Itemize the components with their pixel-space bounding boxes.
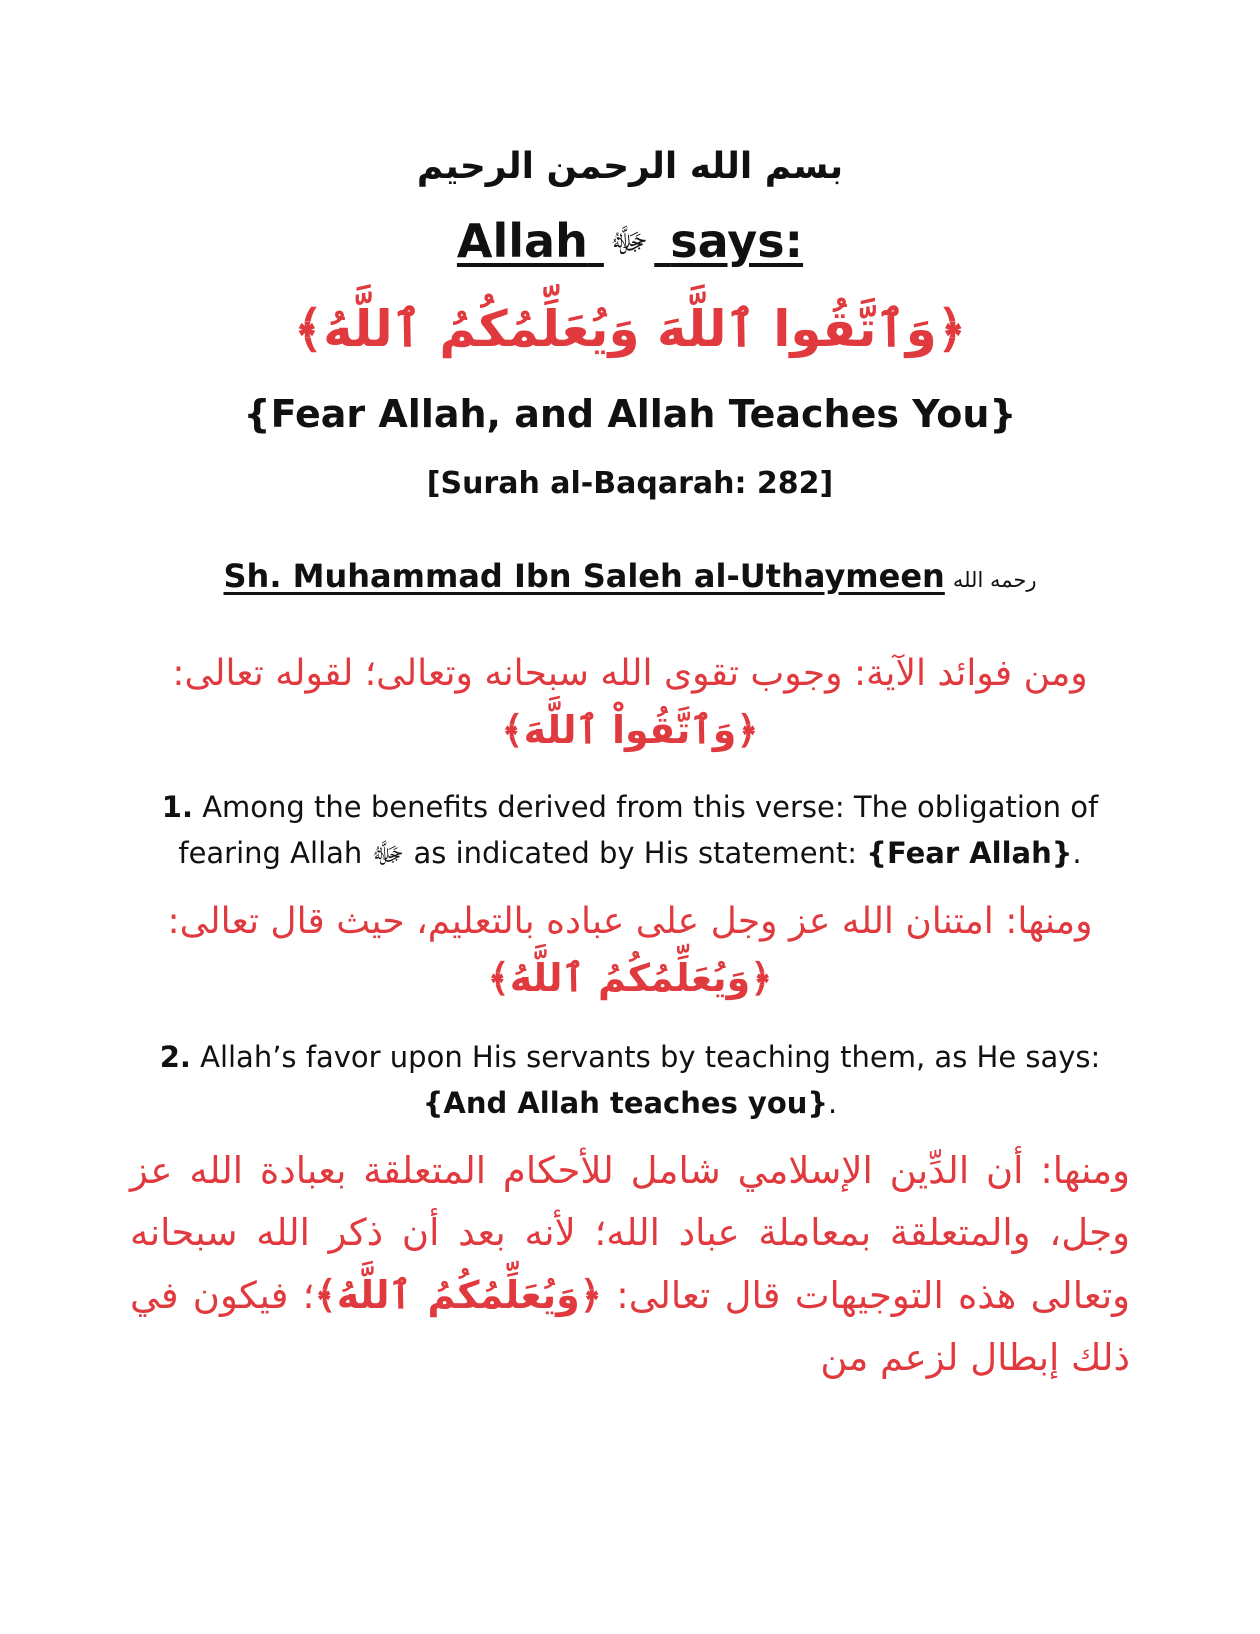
benefit-2-english: [150, 1034, 1110, 1126]
benefit-1-arabic-text: ومن فوائد الآية: وجوب تقوى الله سبحانه وتعالى؛ لقوله تعالى:: [172, 653, 1088, 694]
benefit-1-english-lead: Among the benefits derived from this verse: The obligation of fearing Allah ﷻ as indicated by His statement:: [178, 790, 1099, 870]
benefit-2-arabic-quote: ﴿وَيُعَلِّمُكُمُ ٱللَّهُ﴾: [487, 956, 773, 1000]
benefit-3-arabic-text: ومنها: أن الدِّين الإسلامي شامل للأحكام المتعلقة بعبادة الله عز وجل، والمتعلقة بمعاملة عباد الله؛ لأنه بعد أن ذكر الله سبحانه وتعالى هذه التوجيهات قال تعالى:: [130, 1149, 1130, 1317]
surah-reference: [Surah al-Baqarah: 282]: [426, 466, 834, 501]
benefit-2-english-quote: {And Allah teaches you}: [422, 1086, 829, 1120]
benefit-2-arabic-text: ومنها: امتنان الله عز وجل على عباده بالتعليم، حيث قال تعالى:: [167, 901, 1093, 942]
benefit-3-arabic-tail: ؛ فيكون في ذلك إبطال لزعم من: [130, 1274, 1130, 1379]
page-title: [0, 214, 1260, 269]
benefit-1-arabic-quote: ﴿وَٱتَّقُواْ ٱللَّهَ﴾: [501, 708, 759, 752]
scholar-name: Sh. Muhammad Ibn Saleh al-Uthaymeen: [223, 557, 945, 595]
scholar-honorific: رحمه الله: [952, 568, 1037, 592]
title-prefix: Allah: [456, 214, 588, 268]
benefit-1-english: [150, 784, 1110, 876]
benefit-3-arabic-quote: ﴿وَيُعَلِّمُكُمُ ٱللَّهُ﴾: [314, 1273, 603, 1317]
basmala: بسم الله الرحمن الرحيم: [416, 146, 844, 187]
jalla-jalaluhu-honorific: ﷻ: [609, 221, 649, 261]
benefit-3-arabic: [130, 1140, 1130, 1389]
benefit-1-english-end: .: [1072, 836, 1082, 870]
benefit-1-arabic: [140, 646, 1120, 760]
benefit-2-english-lead: Allah’s favor upon His servants by teaching them, as He says:: [190, 1040, 1101, 1074]
title-suffix: says:: [670, 214, 804, 268]
benefit-2-arabic: [140, 894, 1120, 1008]
benefit-1-number: 1.: [161, 790, 193, 824]
benefit-2-english-end: .: [828, 1086, 838, 1120]
scholar-attribution: [0, 557, 1260, 595]
verse-arabic: ﴿وَٱتَّقُوا ٱللَّهَ وَيُعَلِّمُكُمُ ٱللَّهُ﴾: [293, 300, 967, 358]
benefit-2-number: 2.: [159, 1040, 191, 1074]
benefit-1-english-quote: {Fear Allah}: [866, 836, 1073, 870]
verse-english: {Fear Allah, and Allah Teaches You}: [243, 392, 1017, 436]
